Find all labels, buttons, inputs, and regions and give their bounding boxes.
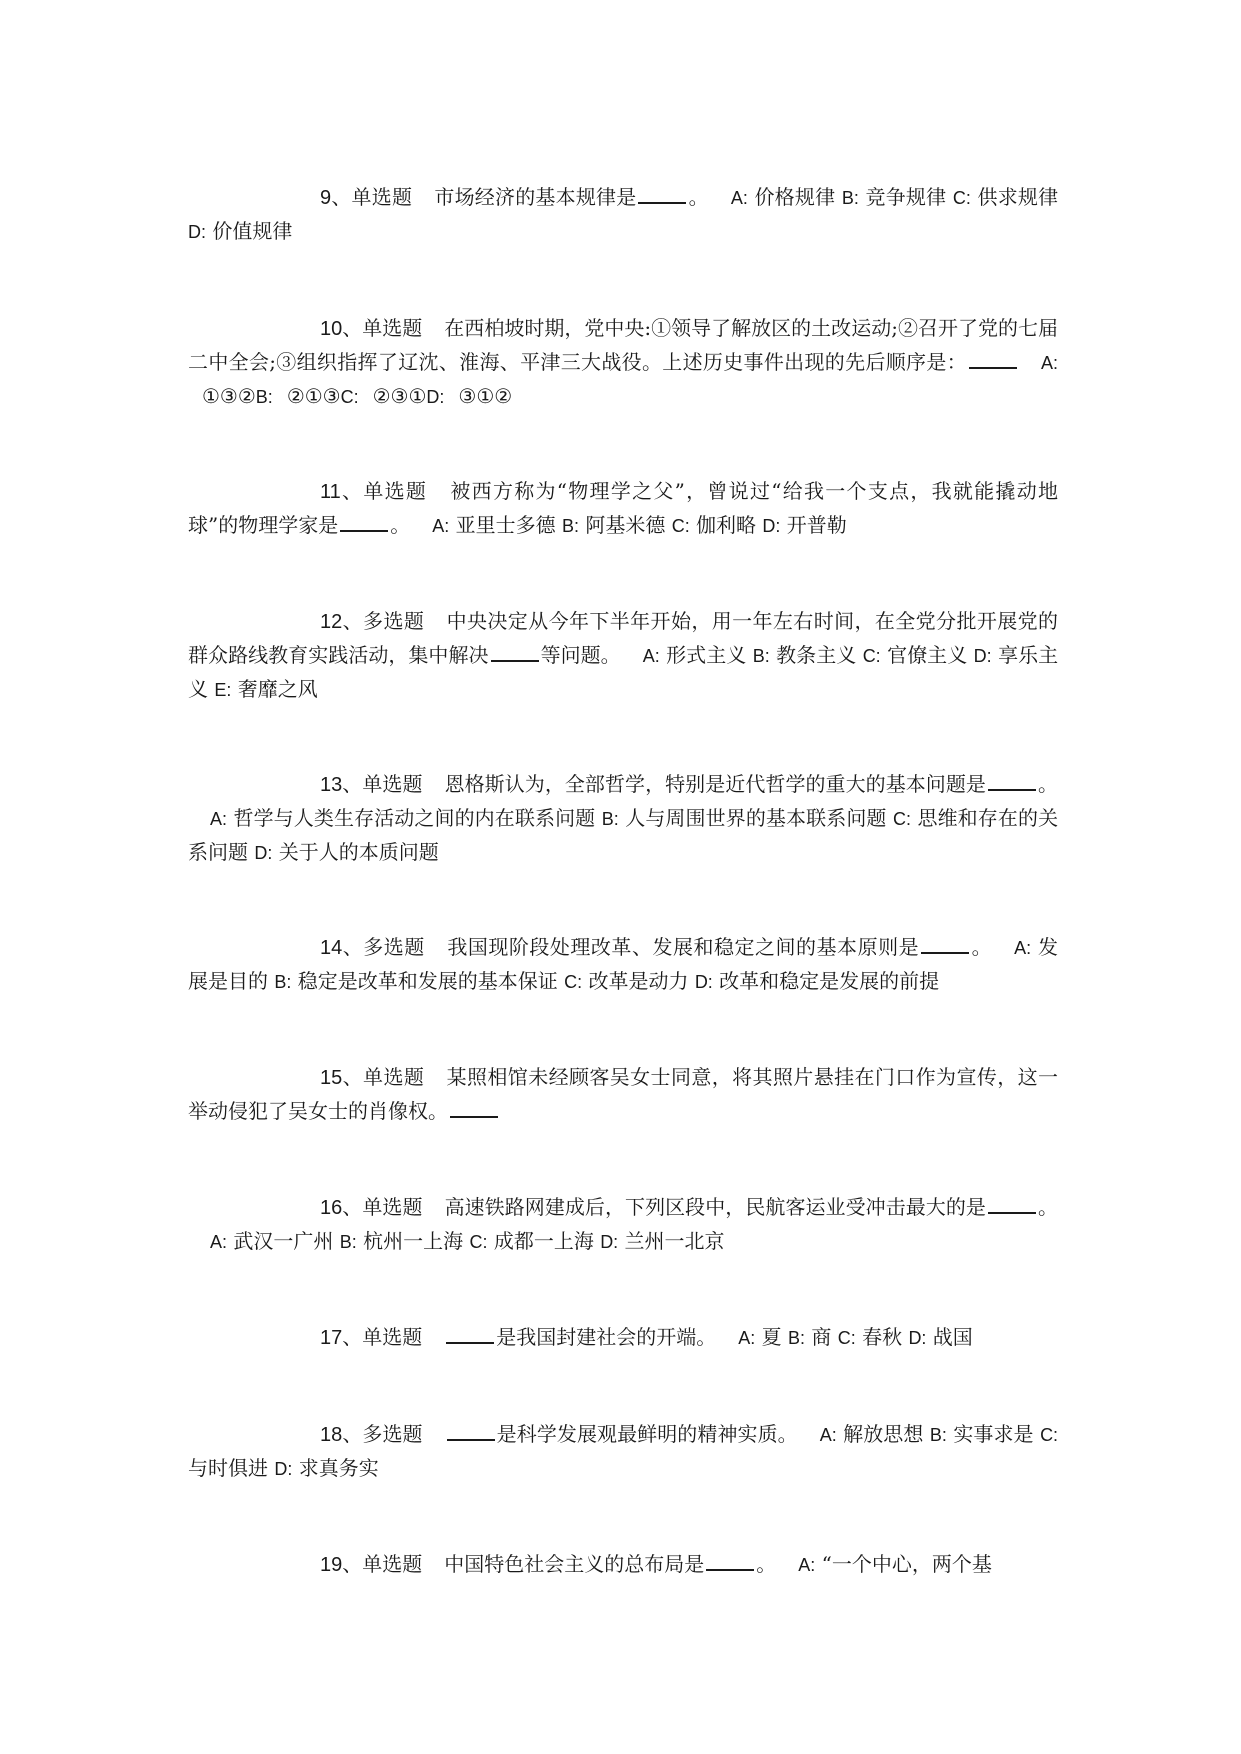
option-label: B:	[841, 188, 859, 208]
option-label: A:	[730, 188, 748, 208]
option-label: B:	[274, 972, 292, 992]
question-stem-end: 。	[390, 513, 411, 537]
option-text: 成都一上海	[493, 1229, 594, 1253]
answer-blank	[638, 182, 686, 204]
option-text: “一个中心，两个基	[821, 1552, 992, 1576]
option-label: D:	[600, 1232, 619, 1252]
question-number: 13、	[320, 774, 363, 796]
option-label: B:	[255, 387, 273, 407]
question-stem: 在西柏坡时期，党中央:①领导了解放区的土改运动;②召开了党的七届二中全会;③组织指挥了辽沈、淮海、平津三大战役。上述历史事件出现的先后顺序是：	[188, 316, 1059, 374]
question-19	[188, 1548, 1058, 1582]
option-label: B:	[929, 1425, 947, 1445]
option-text: 杭州一上海	[363, 1229, 464, 1253]
question-type: 单选题	[362, 316, 423, 340]
option-label: A:	[798, 1555, 816, 1575]
option-text: 教条主义	[776, 643, 857, 667]
option-text: 春秋	[862, 1325, 903, 1349]
option-text: 发展是目的	[188, 935, 1059, 993]
option-text: 价值规律	[212, 219, 293, 243]
answer-blank	[491, 640, 539, 662]
question-16	[188, 1191, 1058, 1259]
question-type: 多选题	[363, 935, 425, 959]
option-label: D:	[908, 1328, 927, 1348]
option-label: C:	[469, 1232, 488, 1252]
option-text: 人与周围世界的基本联系问题	[625, 806, 887, 830]
option-label: B:	[339, 1232, 357, 1252]
option-label: C:	[1040, 1425, 1059, 1445]
option-text: 夏	[761, 1325, 782, 1349]
question-10	[188, 312, 1058, 414]
option-label: D:	[254, 843, 273, 863]
option-text: 伽利略	[696, 513, 757, 537]
option-text: 阿基米德	[585, 513, 666, 537]
question-number: 12、	[320, 611, 364, 633]
option-text: 哲学与人类生存活动之间的内在联系问题	[233, 806, 596, 830]
option-label: A:	[738, 1328, 756, 1348]
option-text: 与时俱进	[188, 1456, 268, 1480]
option-text: 价格规律	[754, 185, 836, 209]
option-label: E:	[214, 680, 232, 700]
option-text: 亚里士多德	[455, 513, 556, 537]
option-label: B:	[561, 516, 579, 536]
option-text: 思维和存在的关系问题	[188, 806, 1059, 864]
option-text: 形式主义	[666, 643, 747, 667]
question-18	[188, 1418, 1058, 1486]
question-number: 16、	[320, 1197, 363, 1219]
option-text: 解放思想	[843, 1422, 924, 1446]
option-text: 官僚主义	[887, 643, 968, 667]
question-number: 10、	[320, 318, 363, 340]
option-label: A:	[819, 1425, 837, 1445]
option-label: B:	[601, 809, 619, 829]
option-label: C:	[952, 188, 971, 208]
question-stem-end: 是科学发展观最鲜明的精神实质。	[496, 1422, 798, 1446]
option-text: 稳定是改革和发展的基本保证	[297, 969, 558, 993]
question-stem-end: 。	[756, 1552, 777, 1576]
option-label: C:	[340, 387, 359, 407]
question-stem-end: 是我国封建社会的开端。	[496, 1325, 717, 1349]
question-11	[188, 475, 1058, 543]
answer-blank	[921, 932, 969, 954]
question-stem: 我国现阶段处理改革、发展和稳定之间的基本原则是	[446, 935, 920, 959]
question-stem: 恩格斯认为，全部哲学，特别是近代哲学的重大的基本问题是	[444, 772, 986, 796]
option-text: ②①③	[286, 384, 341, 408]
answer-blank	[969, 347, 1017, 369]
question-15	[188, 1061, 1058, 1128]
option-text: 开普勒	[786, 513, 847, 537]
answer-blank	[446, 1322, 494, 1344]
question-number: 15、	[320, 1067, 364, 1089]
option-label: D:	[973, 646, 992, 666]
option-text: 实事求是	[953, 1422, 1034, 1446]
option-label: A:	[432, 516, 450, 536]
question-14	[188, 931, 1058, 999]
option-text: 享乐主义	[188, 643, 1059, 701]
question-stem-end: 。	[688, 185, 709, 209]
question-stem: 高速铁路网建成后，下列区段中，民航客运业受冲击最大的是	[444, 1195, 986, 1219]
question-stem: 被西方称为“物理学之父”，曾说过“给我一个支点，我就能撬动地球”的物理学家是	[188, 479, 1058, 537]
answer-blank	[988, 769, 1036, 791]
option-text: 商	[811, 1325, 832, 1349]
option-label: C:	[837, 1328, 856, 1348]
option-label: C:	[893, 809, 911, 829]
option-text: 供求规律	[977, 185, 1059, 209]
question-type: 单选题	[351, 185, 413, 209]
question-type: 单选题	[362, 1195, 423, 1219]
question-type: 多选题	[362, 1422, 423, 1446]
option-label: A:	[642, 646, 660, 666]
option-label: B:	[787, 1328, 805, 1348]
question-13	[188, 768, 1058, 870]
option-text: 求真务实	[298, 1456, 379, 1480]
option-label: A:	[1014, 938, 1032, 958]
question-stem-end: 。	[1037, 772, 1059, 796]
answer-blank	[450, 1096, 498, 1118]
answer-blank	[447, 1419, 495, 1441]
option-text: 竞争规律	[865, 185, 947, 209]
question-17	[188, 1321, 1058, 1355]
question-stem-end: 。	[1037, 1195, 1059, 1219]
option-label: D:	[426, 387, 445, 407]
option-label: A:	[1040, 353, 1058, 373]
option-label: B:	[752, 646, 770, 666]
option-text: 奢靡之风	[237, 677, 318, 701]
question-type: 多选题	[363, 609, 425, 633]
option-label: C:	[862, 646, 881, 666]
option-label: A:	[210, 809, 228, 829]
answer-blank	[340, 510, 388, 532]
question-type: 单选题	[363, 1065, 425, 1089]
question-number: 11、	[320, 481, 364, 503]
question-stem: 中央决定从今年下半年开始，用一年左右时间，在全党分批开展党的群众路线教育实践活动，集中解决	[188, 609, 1059, 667]
option-label: C:	[671, 516, 690, 536]
question-number: 14、	[320, 937, 364, 959]
option-label: A:	[210, 1232, 228, 1252]
question-stem-end: 。	[971, 935, 993, 959]
question-type: 单选题	[362, 1552, 423, 1576]
question-stem-end: 等问题。	[540, 643, 621, 667]
question-type: 单选题	[363, 479, 428, 503]
option-text: ③①②	[458, 384, 513, 408]
option-label: D:	[694, 972, 713, 992]
option-text: 武汉一广州	[233, 1229, 334, 1253]
answer-blank	[706, 1549, 754, 1571]
option-label: D:	[274, 1459, 293, 1479]
question-number: 17、	[320, 1327, 363, 1349]
question-number: 9、	[320, 187, 352, 209]
question-stem: 中国特色社会主义的总布局是	[444, 1552, 705, 1576]
option-label: D:	[188, 222, 206, 242]
option-text: 战国	[932, 1325, 973, 1349]
answer-blank	[988, 1192, 1036, 1214]
option-text: 关于人的本质问题	[278, 840, 439, 864]
question-type: 单选题	[362, 1325, 423, 1349]
question-9	[188, 181, 1058, 249]
option-text: ②③①	[372, 384, 427, 408]
question-stem: 某照相馆未经顾客吴女士同意，将其照片悬挂在门口作为宣传，这一举动侵犯了吴女士的肖像权。	[188, 1065, 1059, 1123]
question-12	[188, 605, 1058, 707]
question-number: 18、	[320, 1424, 363, 1446]
option-label: D:	[762, 516, 781, 536]
option-text: ①③②	[202, 384, 256, 408]
option-text: 兰州一北京	[624, 1229, 725, 1253]
option-text: 改革是动力	[588, 969, 689, 993]
question-number: 19、	[320, 1554, 363, 1576]
option-text: 改革和稳定是发展的前提	[719, 969, 940, 993]
question-stem: 市场经济的基本规律是	[434, 185, 637, 209]
question-type: 单选题	[362, 772, 423, 796]
option-label: C:	[564, 972, 583, 992]
